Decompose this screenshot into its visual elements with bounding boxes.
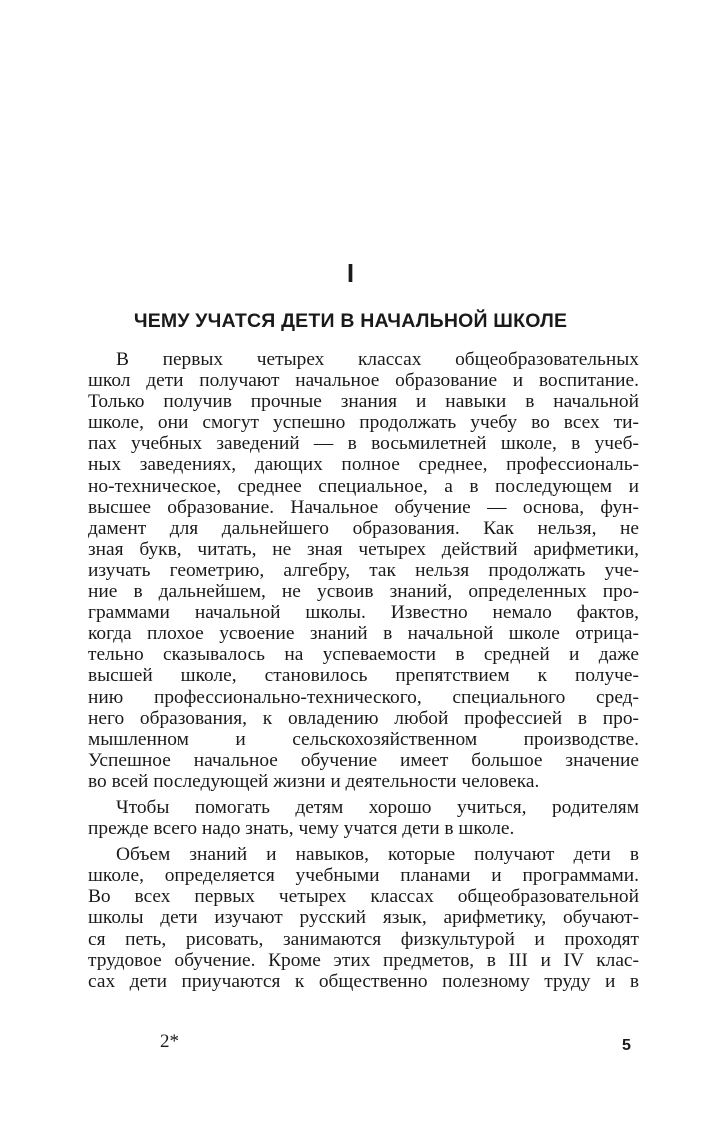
text-line: высшее образование. Начальное обучение — основа, фун- [88, 496, 639, 518]
text-line: школе, они смогут успешно продолжать учебу во всех ти- [88, 412, 639, 434]
text-line: граммами начальной школы. Известно немало фактов, [88, 602, 639, 624]
chapter-number: I [346, 258, 355, 288]
text-line: Чтобы помогать детям хорошо учиться, родителям [116, 796, 639, 818]
text-line: во всей последующей жизни и деятельности человека. [88, 770, 540, 792]
signature-mark: 2* [160, 1031, 179, 1052]
text-line: нию профессионально-технического, специального сред- [88, 686, 639, 708]
paragraph-3 [88, 844, 639, 992]
text-line: Только получив прочные знания и навыки в начальной [88, 391, 639, 413]
text-line: высшей школе, становилось препятствием к получе- [88, 665, 639, 687]
text-line: мышленном и сельскохозяйственном производстве. [88, 728, 639, 750]
text-line: Во всех первых четырех классах общеобразовательной [88, 886, 639, 908]
text-line: сах дети приучаются к общественно полезному труду и в [88, 970, 639, 992]
text-line: прежде всего надо знать, чему учатся дети в школе. [88, 818, 515, 840]
text-line: Объем знаний и навыков, которые получают дети в [116, 844, 639, 866]
text-line: школе, определяется учебными планами и программами. [88, 865, 639, 887]
paragraph-1 [88, 349, 639, 792]
paragraph-2 [88, 797, 639, 839]
text-line: тельно сказывалось на успеваемости в средней и даже [88, 644, 639, 666]
page-number: 5 [622, 1037, 631, 1054]
text-line: ных заведениях, дающих полное среднее, профессиональ- [88, 454, 639, 476]
text-line: зная букв, читать, не зная четырех действий арифметики, [88, 538, 639, 560]
text-line: школы дети изучают русский язык, арифметику, обучают- [88, 907, 639, 929]
text-line: школ дети получают начальное образование и воспитание. [88, 370, 639, 392]
chapter-title: ЧЕМУ УЧАТСЯ ДЕТИ В НАЧАЛЬНОЙ ШКОЛЕ [133, 310, 568, 332]
text-line: ся петь, рисовать, занимаются физкультурой и проходят [88, 928, 639, 950]
text-line: Успешное начальное обучение имеет большое значение [88, 749, 639, 771]
text-line: но-техническое, среднее специальное, а в последующем и [88, 475, 639, 497]
text-line: В первых четырех классах общеобразовательных [116, 349, 639, 370]
text-line: ние в дальнейшем, не усвоив знаний, определенных про- [88, 581, 639, 603]
text-line: когда плохое усвоение знаний в начальной школе отрица- [88, 623, 639, 645]
text-line: пах учебных заведений — в восьмилетней школе, в учеб- [88, 433, 639, 455]
text-line: него образования, к овладению любой профессией в про- [88, 707, 639, 729]
text-line: трудовое обучение. Кроме этих предметов, в III и IV клас- [88, 949, 639, 971]
text-line: дамент для дальнейшего образования. Как нельзя, не [88, 517, 639, 539]
body-text [88, 349, 639, 997]
text-line: изучать геометрию, алгебру, так нельзя продолжать уче- [88, 559, 639, 581]
